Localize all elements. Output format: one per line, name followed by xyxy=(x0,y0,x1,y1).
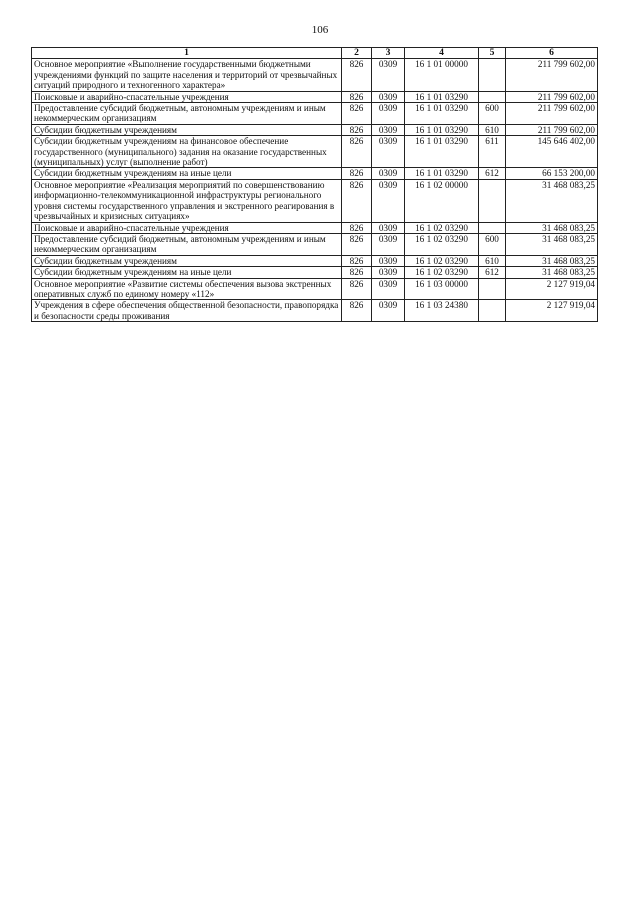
row-name-cell: Поисковые и аварийно-спасательные учреждения xyxy=(32,222,342,233)
column-header: 4 xyxy=(405,48,479,59)
ministry-code-cell: 826 xyxy=(342,300,372,322)
table-row xyxy=(32,255,598,266)
target-article-cell: 16 1 02 03290 xyxy=(405,267,479,278)
budget-table xyxy=(31,47,598,322)
expense-type-cell: 600 xyxy=(479,233,506,255)
target-article-cell: 16 1 01 03290 xyxy=(405,91,479,102)
expense-type-cell xyxy=(479,179,506,222)
ministry-code-cell: 826 xyxy=(342,222,372,233)
row-name-cell: Субсидии бюджетным учреждениям xyxy=(32,255,342,266)
expense-type-cell xyxy=(479,59,506,91)
expense-type-cell: 610 xyxy=(479,124,506,135)
section-code-cell: 0309 xyxy=(372,59,405,91)
expense-type-cell xyxy=(479,222,506,233)
row-name-cell: Основное мероприятие «Развитие системы обеспечения вызова экстренных оперативных служб по единому номеру «112» xyxy=(32,278,342,300)
row-name-cell: Предоставление субсидий бюджетным, автономным учреждениям и иным некоммерческим организациям xyxy=(32,103,342,125)
expense-type-cell: 600 xyxy=(479,103,506,125)
ministry-code-cell: 826 xyxy=(342,255,372,266)
section-code-cell: 0309 xyxy=(372,233,405,255)
amount-cell: 211 799 602,00 xyxy=(506,103,598,125)
column-header: 3 xyxy=(372,48,405,59)
amount-cell: 211 799 602,00 xyxy=(506,124,598,135)
ministry-code-cell: 826 xyxy=(342,267,372,278)
amount-cell: 31 468 083,25 xyxy=(506,179,598,222)
table-body xyxy=(32,59,598,322)
target-article-cell: 16 1 03 00000 xyxy=(405,278,479,300)
ministry-code-cell: 826 xyxy=(342,124,372,135)
target-article-cell: 16 1 01 03290 xyxy=(405,168,479,179)
section-code-cell: 0309 xyxy=(372,168,405,179)
amount-cell: 31 468 083,25 xyxy=(506,255,598,266)
target-article-cell: 16 1 03 24380 xyxy=(405,300,479,322)
row-name-cell: Субсидии бюджетным учреждениям на иные цели xyxy=(32,168,342,179)
amount-cell: 145 646 402,00 xyxy=(506,136,598,168)
table-row xyxy=(32,124,598,135)
amount-cell: 31 468 083,25 xyxy=(506,233,598,255)
row-name-cell: Поисковые и аварийно-спасательные учреждения xyxy=(32,91,342,102)
column-header: 6 xyxy=(506,48,598,59)
table-header-row xyxy=(32,48,598,59)
table-row xyxy=(32,136,598,168)
target-article-cell: 16 1 01 03290 xyxy=(405,103,479,125)
ministry-code-cell: 826 xyxy=(342,168,372,179)
expense-type-cell xyxy=(479,91,506,102)
section-code-cell: 0309 xyxy=(372,103,405,125)
ministry-code-cell: 826 xyxy=(342,179,372,222)
row-name-cell: Основное мероприятие «Выполнение государственными бюджетными учреждениями функций по защите населения и территорий от чрезвычайных ситуаций природного и техногенного характера» xyxy=(32,59,342,91)
page-number: 106 xyxy=(311,24,329,36)
expense-type-cell xyxy=(479,278,506,300)
amount-cell: 211 799 602,00 xyxy=(506,91,598,102)
table-row xyxy=(32,91,598,102)
section-code-cell: 0309 xyxy=(372,278,405,300)
target-article-cell: 16 1 01 03290 xyxy=(405,136,479,168)
amount-cell: 211 799 602,00 xyxy=(506,59,598,91)
table-row xyxy=(32,179,598,222)
section-code-cell: 0309 xyxy=(372,136,405,168)
column-header: 1 xyxy=(32,48,342,59)
target-article-cell: 16 1 01 03290 xyxy=(405,124,479,135)
section-code-cell: 0309 xyxy=(372,179,405,222)
row-name-cell: Предоставление субсидий бюджетным, автономным учреждениям и иным некоммерческим организациям xyxy=(32,233,342,255)
target-article-cell: 16 1 02 03290 xyxy=(405,222,479,233)
ministry-code-cell: 826 xyxy=(342,91,372,102)
column-header: 2 xyxy=(342,48,372,59)
target-article-cell: 16 1 02 03290 xyxy=(405,255,479,266)
row-name-cell: Учреждения в сфере обеспечения общественной безопасности, правопорядка и безопасности среды проживания xyxy=(32,300,342,322)
expense-type-cell xyxy=(479,300,506,322)
table-row xyxy=(32,267,598,278)
section-code-cell: 0309 xyxy=(372,300,405,322)
amount-cell: 2 127 919,04 xyxy=(506,300,598,322)
amount-cell: 31 468 083,25 xyxy=(506,222,598,233)
table-row xyxy=(32,278,598,300)
table-row xyxy=(32,168,598,179)
ministry-code-cell: 826 xyxy=(342,233,372,255)
amount-cell: 31 468 083,25 xyxy=(506,267,598,278)
amount-cell: 66 153 200,00 xyxy=(506,168,598,179)
row-name-cell: Субсидии бюджетным учреждениям xyxy=(32,124,342,135)
section-code-cell: 0309 xyxy=(372,255,405,266)
ministry-code-cell: 826 xyxy=(342,103,372,125)
ministry-code-cell: 826 xyxy=(342,136,372,168)
expense-type-cell: 612 xyxy=(479,267,506,278)
table-row xyxy=(32,300,598,322)
ministry-code-cell: 826 xyxy=(342,278,372,300)
expense-type-cell: 612 xyxy=(479,168,506,179)
section-code-cell: 0309 xyxy=(372,267,405,278)
expense-type-cell: 610 xyxy=(479,255,506,266)
table-row xyxy=(32,222,598,233)
column-header: 5 xyxy=(479,48,506,59)
amount-cell: 2 127 919,04 xyxy=(506,278,598,300)
row-name-cell: Субсидии бюджетным учреждениям на финансовое обеспечение государственного (муниципального) задания на оказание государственных (муниципальных) услуг (выполнение работ) xyxy=(32,136,342,168)
target-article-cell: 16 1 02 03290 xyxy=(405,233,479,255)
table-row xyxy=(32,103,598,125)
row-name-cell: Основное мероприятие «Реализация мероприятий по совершенствованию информационно-телекоммуникационной инфраструктуры регионального уровня системы государственного управления и экстренного реагирования в чрезвычайных и кризисных ситуациях» xyxy=(32,179,342,222)
ministry-code-cell: 826 xyxy=(342,59,372,91)
table-row xyxy=(32,59,598,91)
table-row xyxy=(32,233,598,255)
section-code-cell: 0309 xyxy=(372,91,405,102)
section-code-cell: 0309 xyxy=(372,222,405,233)
expense-type-cell: 611 xyxy=(479,136,506,168)
target-article-cell: 16 1 01 00000 xyxy=(405,59,479,91)
section-code-cell: 0309 xyxy=(372,124,405,135)
target-article-cell: 16 1 02 00000 xyxy=(405,179,479,222)
row-name-cell: Субсидии бюджетным учреждениям на иные цели xyxy=(32,267,342,278)
